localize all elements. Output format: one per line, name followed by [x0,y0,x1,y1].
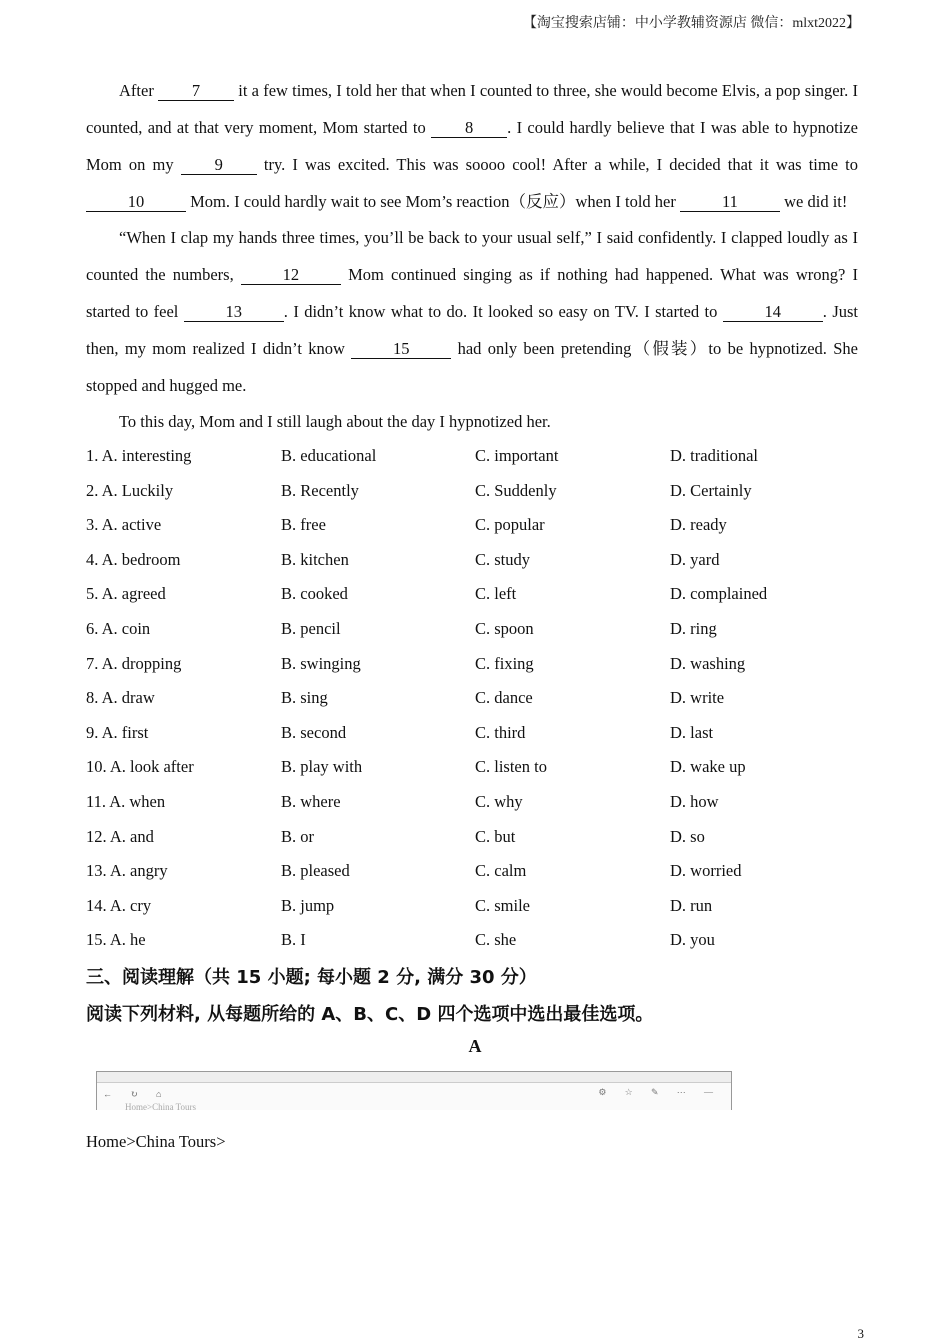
option-row [86,924,866,959]
option-c: C. popular [475,515,545,535]
option-b: B. kitchen [281,549,349,569]
option-d: D. run [670,895,713,915]
option-b: B. cooked [281,584,348,604]
option-b: B. second [281,722,347,742]
option-b: B. pleased [281,861,350,881]
option-c: C. important [475,446,559,465]
breadcrumb: Home>China Tours> [86,1132,226,1151]
option-d: D. wake up [670,757,746,777]
browser-faint-breadcrumb: Home>China Tours [125,1102,197,1110]
option-c: C. Suddenly [475,480,557,500]
option-c: C. study [475,549,531,569]
option-d: D. so [670,826,705,846]
option-c: C. third [475,722,526,742]
option-b: B. where [281,791,341,811]
option-d: D. you [670,930,715,950]
option-b: B. I [281,930,306,950]
option-row [86,648,866,683]
option-c: C. listen to [475,757,547,777]
option-a: 11. A. when [86,791,166,811]
option-a: 10. A. look after [86,757,194,777]
option-b: B. sing [281,688,328,708]
option-a: 2. A. Luckily [86,480,174,500]
option-row [86,544,866,579]
option-b: B. Recently [281,480,359,500]
browser-screenshot [96,1071,732,1110]
option-a: 4. A. bedroom [86,549,181,569]
option-b: B. swinging [281,653,361,673]
blank-11: 11 [680,193,780,212]
section-title: 三、阅读理解（共 15 小题; 每小题 2 分, 满分 30 分） [86,967,537,988]
option-b: B. educational [281,446,377,465]
option-b: B. pencil [281,618,341,638]
option-a: 14. A. cry [86,895,152,915]
option-row [86,682,866,717]
option-c: C. fixing [475,653,534,673]
option-a: 9. A. first [86,722,149,742]
option-a: 7. A. dropping [86,653,182,673]
option-c: C. calm [475,861,527,881]
option-row [86,751,866,786]
option-c: C. why [475,791,523,811]
page-number: 3 [857,1326,864,1341]
option-a: 6. A. coin [86,618,151,638]
blank-8: 8 [431,119,507,138]
page-header: 【淘宝搜索店铺：中小学教辅资源店 微信：mlxt2022】 [522,16,860,31]
option-a: 1. A. interesting [86,446,192,465]
option-row [86,613,866,648]
blank-9: 9 [181,156,257,175]
option-d: D. write [670,688,725,708]
option-c: C. spoon [475,618,534,638]
passage-label: A [468,1036,482,1056]
option-row [86,890,866,925]
blank-10: 10 [86,193,186,212]
option-row [86,717,866,752]
option-row [86,821,866,856]
option-c: C. dance [475,688,533,708]
browser-titlebar [97,1072,731,1083]
answer-options [86,440,866,959]
blank-14: 14 [723,303,823,322]
blank-12: 12 [241,266,341,285]
browser-nav-icons: ← ↻ ⌂ [103,1089,170,1099]
option-d: D. traditional [670,446,758,465]
option-a: 15. A. he [86,930,146,950]
option-d: D. ring [670,618,717,638]
option-row [86,855,866,890]
blank-13: 13 [184,303,284,322]
option-d: D. worried [670,861,742,881]
option-row [86,578,866,613]
option-a: 12. A. and [86,826,154,846]
option-a: 5. A. agreed [86,584,166,604]
option-b: B. free [281,515,326,535]
option-c: C. smile [475,895,531,915]
option-b: B. jump [281,895,335,915]
option-row [86,440,866,475]
option-a: 13. A. angry [86,861,168,881]
option-c: C. she [475,930,517,950]
option-b: B. or [281,826,314,846]
option-row [86,475,866,510]
option-c: C. left [475,584,517,604]
option-d: D. Certainly [670,480,752,500]
blank-15: 15 [351,340,451,359]
option-row [86,786,866,821]
option-d: D. yard [670,549,720,569]
passage-paragraph-3: To this day, Mom and I still laugh about the day I hypnotized her. [119,412,551,431]
passage-paragraph-1: After 7 it a few times, I told her that when I counted to three, she would become Elvis, a pop singer. I counted, and at that very moment, Mom started to 8 . I could hardly believe that I was able to hypnotize Mom on my 9 try. I was excited. This was soooo cool! After a while, I decided that it was time to 10 Mom. I could hardly wait to see Mom’s reaction（反应）when I told her 11 we did it! [86,81,858,211]
browser-tool-icons: ⚙ ☆ ✎ ⋯ — [598,1087,721,1097]
option-d: D. washing [670,653,746,673]
option-row [86,509,866,544]
blank-7: 7 [158,82,234,101]
option-d: D. how [670,791,719,811]
option-a: 8. A. draw [86,688,155,708]
option-d: D. ready [670,515,727,535]
passage-paragraph-2: “When I clap my hands three times, you’ll be back to your usual self,” I said confidently. I clapped loudly as I counted the numbers, 12 Mom continued singing as if nothing had happened. What was wrong? I started to feel 13 . I didn’t know what to do. It looked so easy on TV. I started to 14 . Just then, my mom realized I didn’t know 15 had only been pretending（假装）to be hypnotized. She stopped and hugged me. [86,228,858,395]
option-b: B. play with [281,757,363,777]
option-c: C. but [475,826,516,846]
section-instruction: 阅读下列材料, 从每题所给的 A、B、C、D 四个选项中选出最佳选项。 [86,1004,654,1025]
option-d: D. complained [670,584,768,604]
option-a: 3. A. active [86,515,162,535]
option-d: D. last [670,722,714,742]
